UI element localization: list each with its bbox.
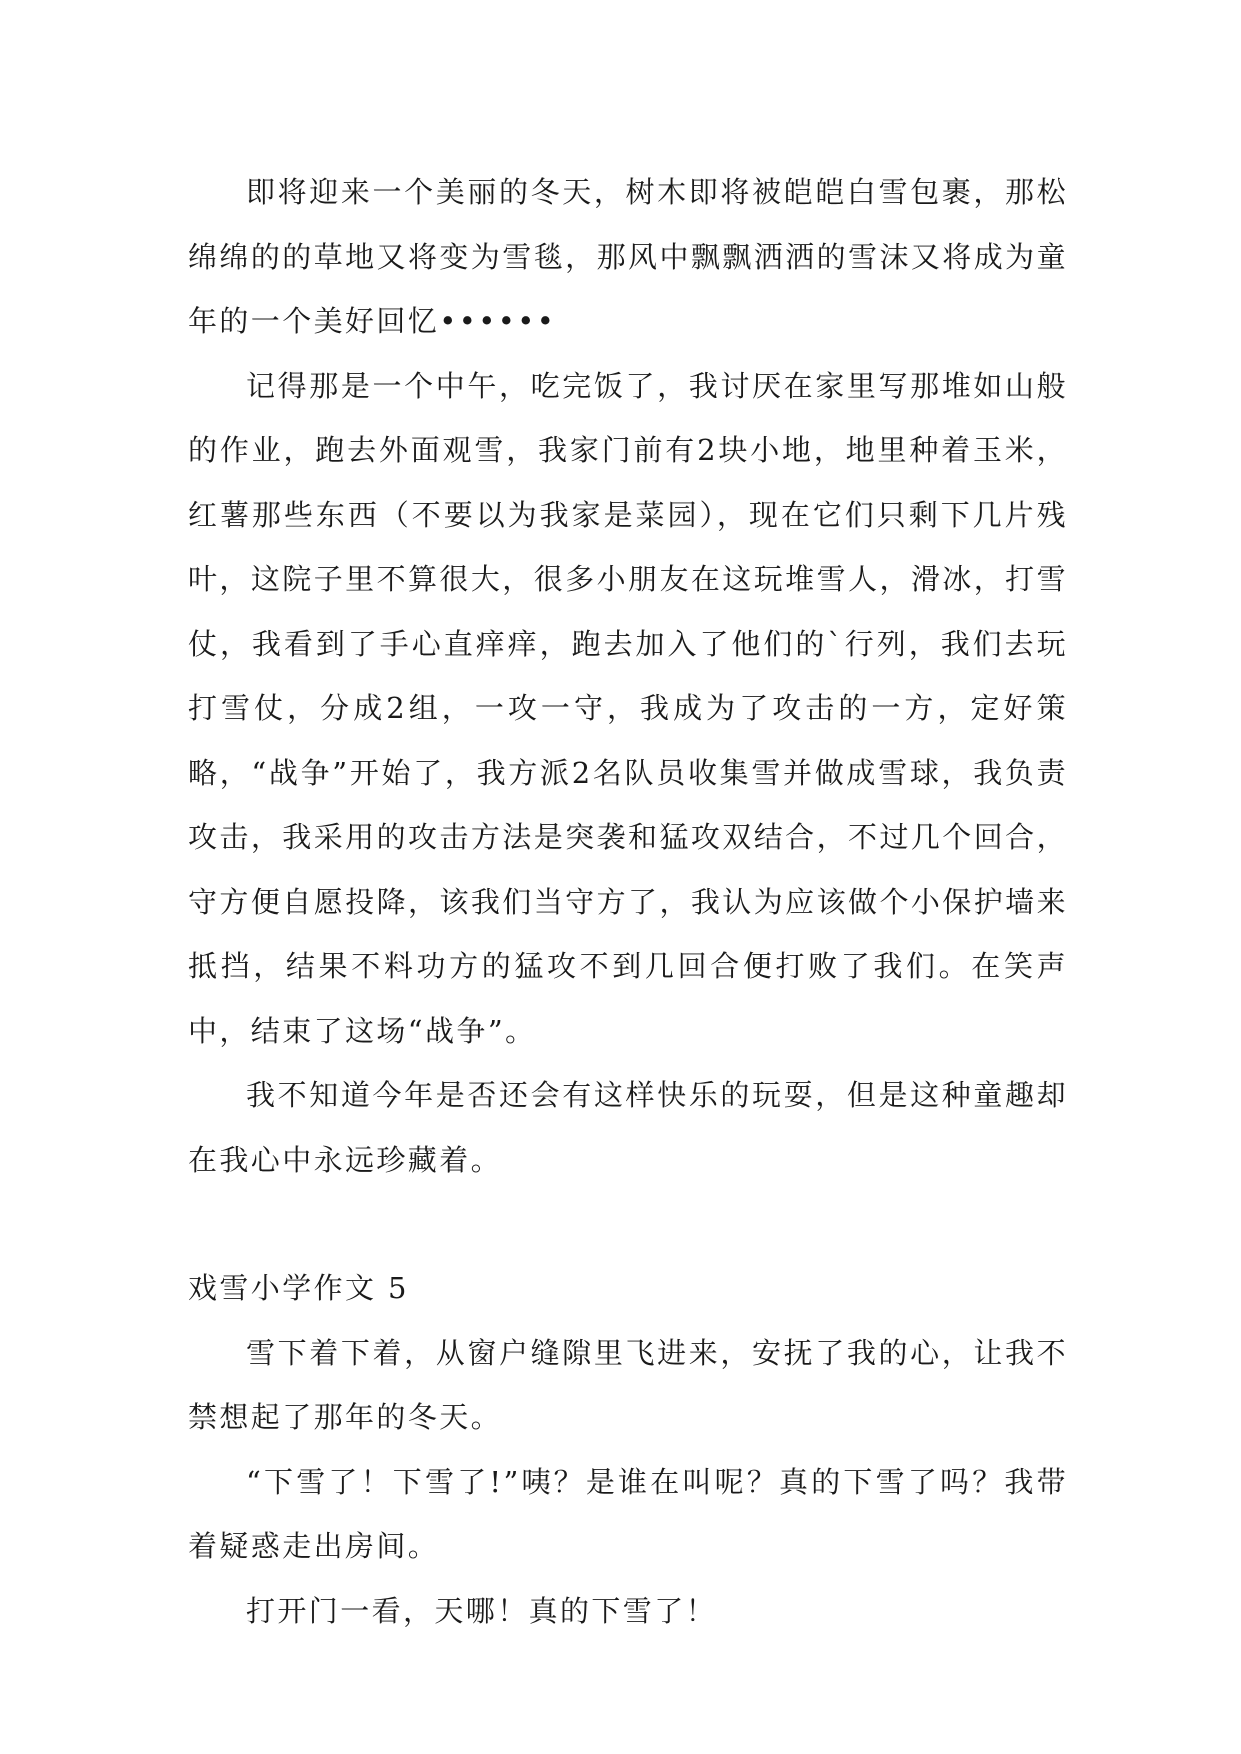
essay-heading: 戏雪小学作文 5 — [188, 1271, 409, 1305]
paragraph-snowball-fight: 记得那是一个中午，吃完饭了，我讨厌在家里写那堆如山般的作业，跑去外面观雪，我家门前有2块小地，地里种着玉米，红薯那些东西（不要以为我家是菜园），现在它们只剩下几片残叶，这院子里不算很大，很多小朋友在这玩堆雪人，滑冰，打雪仗，我看到了手心直痒痒，跑去加入了他们的`行列，我们去玩打雪仗，分成2组，一攻一守，我成为了攻击的一方，定好策略，“战争”开始了，我方派2名队员收集雪并做成雪球，我负责攻击，我采用的攻击方法是突袭和猛攻双结合，不过几个回合，守方便自愿投降，该我们当守方了，我认为应该做个小保护墙来抵挡，结果不料功方的猛攻不到几回合便打败了我们。在笑声中，结束了这场“战争”。 — [188, 368, 1068, 1048]
paragraph-winter-intro: 即将迎来一个美丽的冬天，树木即将被皑皑白雪包裹，那松绵绵的的草地又将变为雪毯，那风中飘飘洒洒的雪沫又将成为童年的一个美好回忆•••••• — [188, 175, 1068, 338]
essay-body — [188, 160, 1068, 1643]
paragraph-who-is-calling: “下雪了！下雪了!”咦？是谁在叫呢？真的下雪了吗？我带着疑惑走出房间。 — [188, 1464, 1068, 1563]
paragraph-snow-falling: 雪下着下着，从窗户缝隙里飞进来，安抚了我的心，让我不禁想起了那年的冬天。 — [188, 1335, 1068, 1434]
paragraph-open-door: 打开门一看，天哪！真的下雪了！ — [246, 1593, 718, 1628]
paragraph-childhood-memory: 我不知道今年是否还会有这样快乐的玩耍，但是这种童趣却在我心中永远珍藏着。 — [188, 1078, 1068, 1177]
